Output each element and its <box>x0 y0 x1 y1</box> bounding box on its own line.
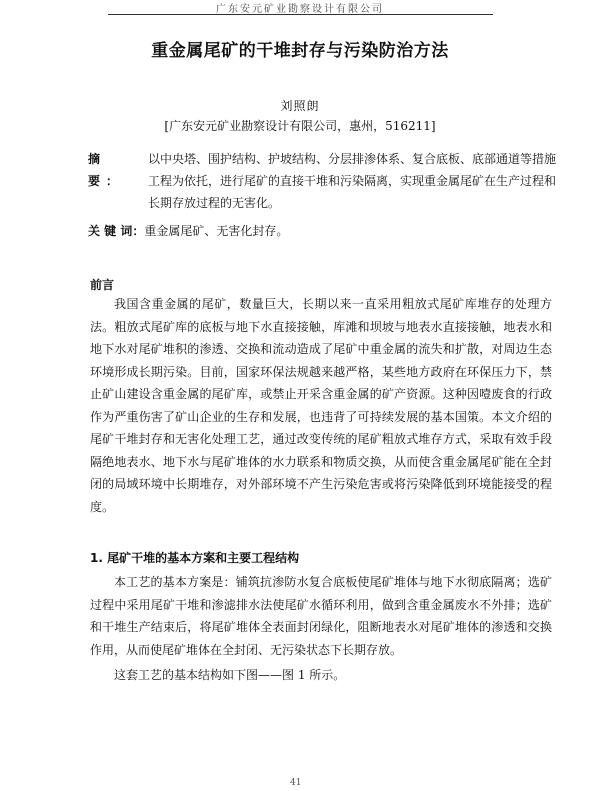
keywords <box>88 222 558 240</box>
section-heading-intro: 前言 <box>90 278 115 292</box>
author-affiliation: [广东安元矿业勘察设计有限公司，惠州，516211] <box>164 119 436 133</box>
section-heading-1: 1. 尾矿干堆的基本方案和主要工程结构 <box>90 551 300 565</box>
keywords-text: 重金属尾矿、无害化封存。 <box>144 224 289 238</box>
page-number: 41 <box>290 778 302 788</box>
author-name: 刘照朗 <box>280 99 320 113</box>
figure-reference-paragraph: 这套工艺的基本结构如下图——图 1 所示。 <box>114 668 346 682</box>
method-paragraph: 本工艺的基本方案是：铺筑抗渗防水复合底板使尾矿堆体与地下水彻底隔离；选矿过程中采用尾矿干堆和渗滤排水法使尾矿水循环利用，做到含重金属废水不外排；选矿和干堆生产结束后，将尾矿堆体全表面封闭绿化，阻断地表水对尾矿堆体的渗透和交换作用，从而使尾矿堆体在全封闭、无污染状态下长期存放。 <box>90 575 552 657</box>
abstract <box>88 148 558 214</box>
paper-title: 重金属尾矿的干堆封存与污染防治方法 <box>151 41 449 61</box>
header-rule <box>108 14 493 15</box>
intro-paragraph: 我国含重金属的尾矿，数量巨大，长期以来一直采用粗放式尾矿库堆存的处理方法。粗放式尾矿库的底板与地下水直接接触，库滩和坝坡与地表水直接接触，地表水和地下水对尾矿堆积的渗透、交换和流动造成了尾矿中重金属的流失和扩散，对周边生态环境形成长期污染。目前，国家环保法规越来越严格，某些地方政府在环保压力下，禁止矿山建设含重金属的尾矿库，或禁止开采含重金属的矿产资源。这种因噎废食的行政作为严重伤害了矿山企业的生存和发展，也违背了可持续发展的基本国策。本文介绍的尾矿干堆封存和无害化处理工艺，通过改变传统的尾矿粗放式堆存方式，采取有效手段隔绝地表水、地下水与尾矿堆体的水力联系和物质交换，从而使含重金属尾矿能在全封闭的局域环境中长期堆存，对外部环境不产生污染危害或将污染降低到环境能接受的程度。 <box>90 297 552 514</box>
keywords-label: 关 键 词： <box>88 224 145 238</box>
abstract-label: 摘 要： <box>88 152 125 188</box>
running-header: 广东安元矿业勘察设计有限公司 <box>216 4 384 14</box>
abstract-text: 以中央塔、围护结构、护坡结构、分层排渗体系、复合底板、底部通道等措施工程为依托，进行尾矿的直接干堆和污染隔离，实现重金属尾矿在生产过程和长期存放过程的无害化。 <box>148 152 557 210</box>
